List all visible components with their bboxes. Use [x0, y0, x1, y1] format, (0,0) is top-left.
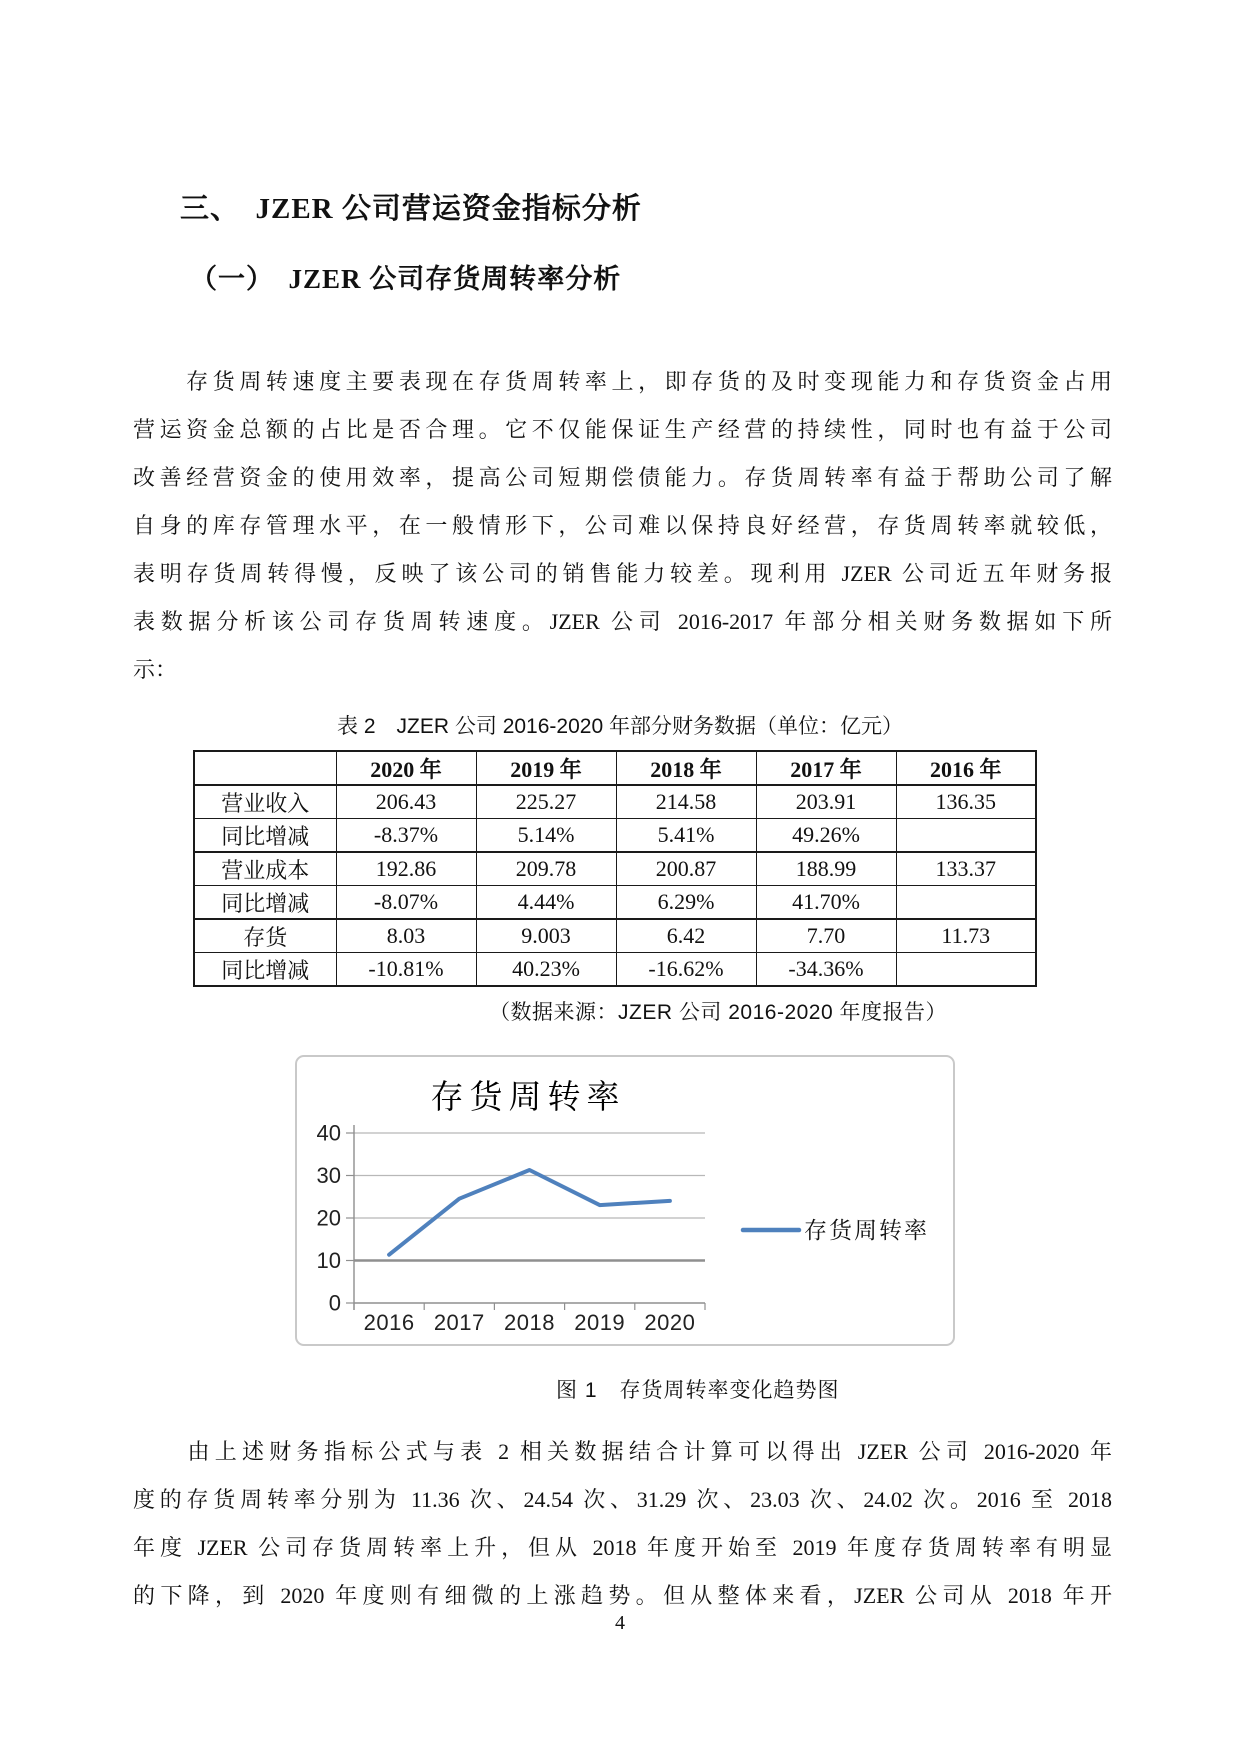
table-cell: -8.37%	[336, 819, 476, 853]
table-cell: 40.23%	[476, 953, 616, 987]
paragraph-line: 营运资金总额的占比是否合理。它不仅能保证生产经营的持续性，同时也有益于公司	[133, 417, 1112, 442]
page-number: 4	[615, 1612, 625, 1634]
table-cell: 11.73	[896, 919, 1036, 953]
table-cell: 133.37	[896, 852, 1036, 886]
table-cell: -10.81%	[336, 953, 476, 987]
table-cell: 6.42	[616, 919, 756, 953]
table-cell: 5.14%	[476, 819, 616, 853]
table-cell: 200.87	[616, 852, 756, 886]
data-source-note: （数据来源：JZER 公司 2016-2020 年度报告）	[489, 1001, 947, 1024]
table-cell: 225.27	[476, 785, 616, 819]
table-cell: 136.35	[896, 785, 1036, 819]
paragraph-line: 年度 JZER 公司存货周转率上升，但从 2018 年度开始至 2019 年度存货周转率有明显	[133, 1535, 1112, 1560]
table-column-header: 2018 年	[616, 751, 756, 785]
table-row	[194, 886, 1036, 920]
y-axis-tick-label: 40	[316, 1120, 341, 1146]
table-row	[194, 919, 1036, 953]
table-column-header	[194, 751, 336, 785]
paragraph-line: 的下降，到 2020 年度则有细微的上涨趋势。但从整体来看，JZER 公司从 2018 年开	[133, 1583, 1112, 1608]
table-cell: -16.62%	[616, 953, 756, 987]
table-column-header: 2016 年	[896, 751, 1036, 785]
table-cell: 7.70	[756, 919, 896, 953]
table-row	[194, 819, 1036, 853]
table-cell: 188.99	[756, 852, 896, 886]
table-column-header: 2019 年	[476, 751, 616, 785]
paragraph-line: 表明存货周转得慢，反映了该公司的销售能力较差。现利用 JZER 公司近五年财务报	[133, 561, 1112, 586]
table-cell: 41.70%	[756, 886, 896, 920]
x-axis-tick-label: 2020	[644, 1310, 696, 1335]
table-header	[194, 751, 1036, 785]
table-cell: 9.003	[476, 919, 616, 953]
table-cell: 6.29%	[616, 886, 756, 920]
table-cell: -8.07%	[336, 886, 476, 920]
figure-caption: 图 1 存货周转率变化趋势图	[556, 1379, 840, 1402]
x-axis-tick-label: 2017	[433, 1310, 485, 1335]
table-cell: 214.58	[616, 785, 756, 819]
paragraph-line: 自身的库存管理水平，在一般情形下，公司难以保持良好经营，存货周转率就较低，	[133, 513, 1112, 538]
subsection-heading: （一） JZER 公司存货周转率分析	[190, 264, 622, 294]
table-cell: 206.43	[336, 785, 476, 819]
table-cell	[896, 953, 1036, 987]
table-cell: 同比增减	[194, 819, 336, 853]
table-cell: 203.91	[756, 785, 896, 819]
table-cell: 同比增减	[194, 886, 336, 920]
legend-label: 存货周转率	[804, 1218, 929, 1243]
body-paragraph-2	[133, 1428, 1112, 1620]
x-axis-tick-label: 2018	[504, 1310, 555, 1335]
x-axis-tick-label: 2016	[363, 1310, 415, 1335]
table-cell: 8.03	[336, 919, 476, 953]
table-cell	[896, 886, 1036, 920]
body-paragraph-1	[133, 358, 1112, 694]
table-cell	[896, 819, 1036, 853]
table-column-header: 2017 年	[756, 751, 896, 785]
paragraph-line: 示：	[133, 657, 178, 682]
chart-title: 存货周转率	[430, 1080, 626, 1116]
paragraph-line: 由上述财务指标公式与表 2 相关数据结合计算可以得出 JZER 公司 2016-2020 年	[133, 1439, 1112, 1464]
table-cell: 192.86	[336, 852, 476, 886]
data-series-line	[389, 1170, 670, 1255]
table-column-header: 2020 年	[336, 751, 476, 785]
table-row	[194, 852, 1036, 886]
line-chart-canvas	[297, 1057, 953, 1344]
table-cell: 5.41%	[616, 819, 756, 853]
inventory-turnover-chart	[295, 1055, 955, 1346]
y-axis-tick-label: 0	[328, 1290, 341, 1316]
table-cell: 存货	[194, 919, 336, 953]
table-cell: -34.36%	[756, 953, 896, 987]
financial-data-table	[193, 750, 1037, 987]
y-axis-tick-label: 20	[316, 1205, 341, 1231]
table-cell: 49.26%	[756, 819, 896, 853]
table-cell: 营业收入	[194, 785, 336, 819]
table-cell: 营业成本	[194, 852, 336, 886]
table-cell: 209.78	[476, 852, 616, 886]
y-axis-tick-label: 10	[316, 1248, 341, 1273]
table-cell: 同比增减	[194, 953, 336, 987]
table-caption: 表 2 JZER 公司 2016-2020 年部分财务数据（单位：亿元）	[337, 715, 903, 738]
table-cell: 4.44%	[476, 886, 616, 920]
table-row	[194, 785, 1036, 819]
paragraph-line: 度的存货周转率分别为 11.36 次、24.54 次、31.29 次、23.03 次、24.02 次。2016 至 2018	[133, 1487, 1112, 1512]
paragraph-line: 表数据分析该公司存货周转速度。JZER 公司 2016-2017 年部分相关财务数据如下所	[133, 609, 1112, 634]
paragraph-line: 改善经营资金的使用效率，提高公司短期偿债能力。存货周转率有益于帮助公司了解	[133, 465, 1112, 490]
x-axis-tick-label: 2019	[574, 1310, 626, 1335]
paragraph-line: 存货周转速度主要表现在存货周转率上，即存货的及时变现能力和存货资金占用	[133, 369, 1112, 394]
section-heading: 三、 JZER 公司营运资金指标分析	[180, 193, 642, 225]
table-row	[194, 953, 1036, 987]
y-axis-tick-label: 30	[316, 1163, 341, 1188]
